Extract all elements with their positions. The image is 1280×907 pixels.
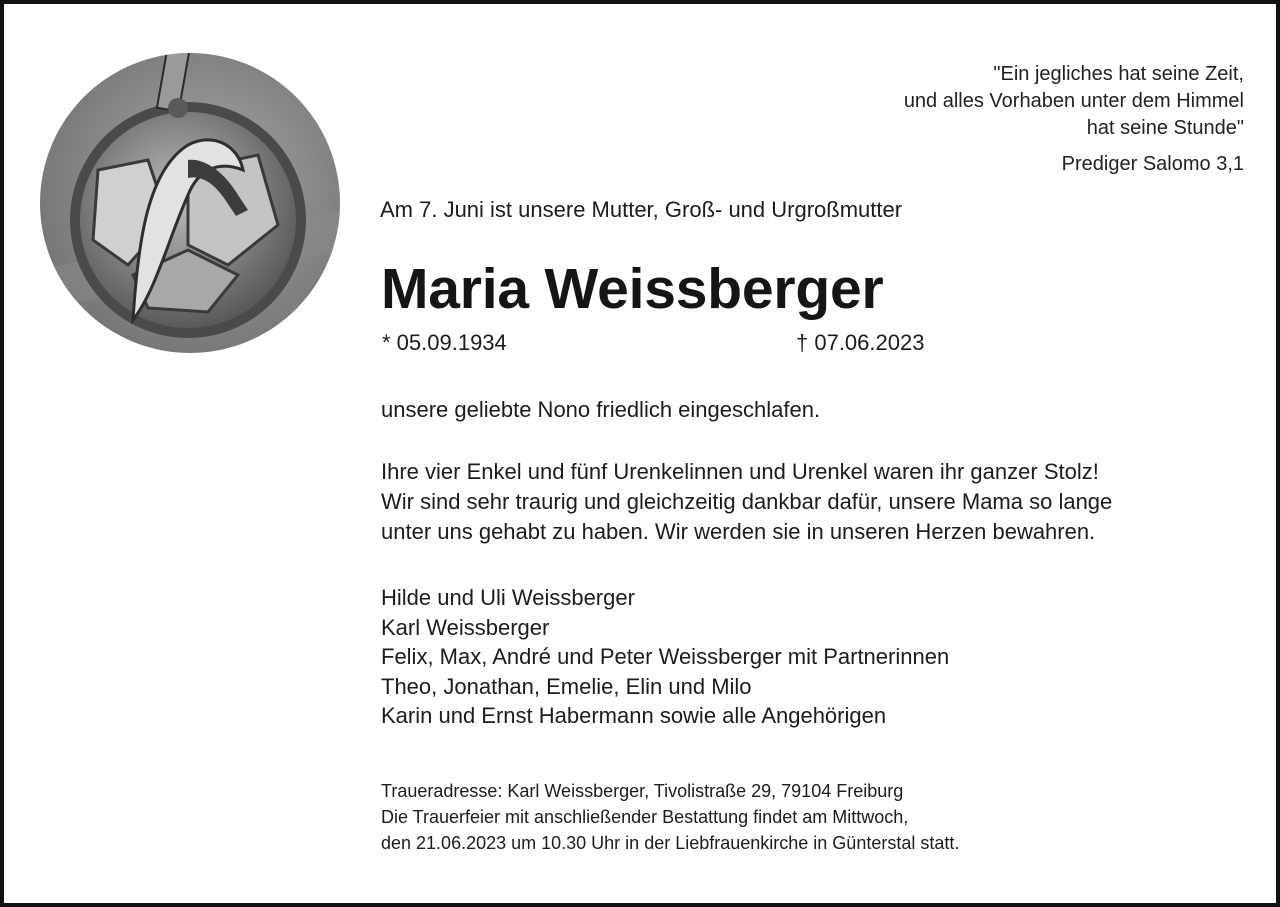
paragraph-line: Ihre vier Enkel und fünf Urenkelinnen und Urenkel waren ihr ganzer Stolz! [381,459,1099,484]
mourner-entry: Felix, Max, André und Peter Weissberger mit Partnerinnen [381,644,950,669]
funeral-detail-line: Die Trauerfeier mit anschließender Bestattung findet am Mittwoch, [381,807,909,827]
funeral-details [381,778,959,856]
funeral-detail-line: Traueradresse: Karl Weissberger, Tivolistraße 29, 79104 Freiburg [381,781,904,801]
deceased-name: Maria Weissberger [381,257,884,321]
funeral-detail-line: den 21.06.2023 um 10.30 Uhr in der Liebfrauenkirche in Günterstal statt. [381,833,960,853]
quote-line: hat seine Stunde" [1086,117,1244,139]
mourner-entry: Hilde und Uli Weissberger [381,585,635,610]
mourner-entry: Theo, Jonathan, Emelie, Elin und Milo [381,673,752,699]
tribute-paragraph [381,457,1112,547]
quote-source: Prediger Salomo 3,1 [1061,153,1244,175]
intro-text: Am 7. Juni ist unsere Mutter, Groß- und Urgroßmutter [380,197,903,222]
mourners-list [381,583,949,731]
paragraph-line: unter uns gehabt zu haben. Wir werden sie in unseren Herzen bewahren. [381,519,1096,544]
mourner-entry: Karl Weissberger [381,614,550,640]
death-date: † 07.06.2023 [796,330,925,355]
quote-line: und alles Vorhaben unter dem Himmel [903,90,1244,112]
ceramic-bowl-photo-icon [38,50,342,356]
quote-line: "Ein jegliches hat seine Zeit, [993,63,1244,85]
mourner-entry: Karin und Ernst Habermann sowie alle Angehörigen [381,703,887,728]
bible-quote [904,61,1244,142]
passing-sentence: unsere geliebte Nono friedlich eingeschlafen. [381,397,821,422]
birth-date: * 05.09.1934 [382,330,507,355]
paragraph-line: Wir sind sehr traurig und gleichzeitig dankbar dafür, unsere Mama so lange [381,489,1113,514]
